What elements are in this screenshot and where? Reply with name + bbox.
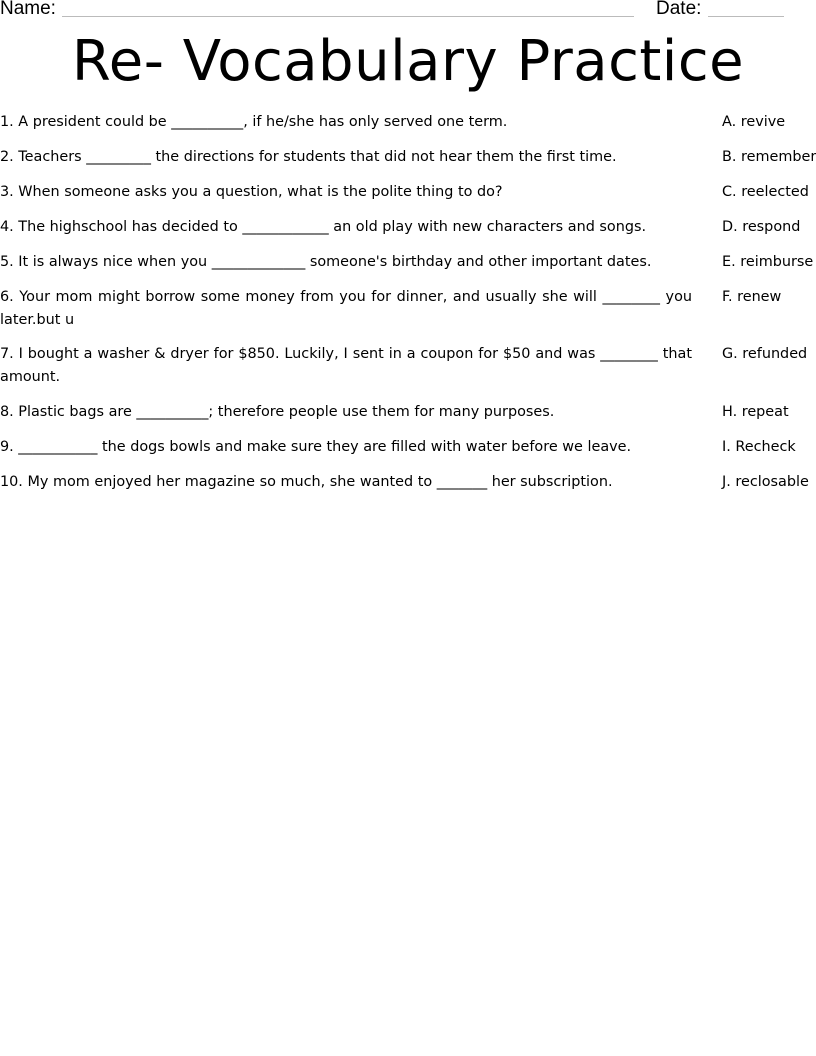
question-item: 7. I bought a washer & dryer for $850. Luckily, I sent in a coupon for $50 and was ________ that amount. — [0, 346, 692, 385]
answer-option: I. Recheck — [722, 439, 796, 455]
answer-option: F. renew — [722, 289, 782, 305]
answer-option: E. reimburse — [722, 254, 814, 270]
date-blank-line — [708, 16, 784, 17]
worksheet-title: Re- Vocabulary Practice — [71, 29, 745, 94]
answer-option: G. refunded — [722, 346, 808, 362]
question-item: 10. My mom enjoyed her magazine so much, she wanted to _______ her subscription. — [0, 474, 613, 490]
question-item: 8. Plastic bags are __________; therefore people use them for many purposes. — [0, 404, 555, 420]
answer-option: J. reclosable — [722, 474, 809, 490]
question-item: 6. Your mom might borrow some money from you for dinner, and usually she will ________ you later.but u — [0, 289, 692, 328]
date-label: Date: — [656, 0, 702, 19]
answer-option: H. repeat — [722, 404, 789, 420]
question-item: 3. When someone asks you a question, what is the polite thing to do? — [0, 184, 503, 200]
answer-option: A. revive — [722, 114, 786, 130]
question-item: 4. The highschool has decided to ____________ an old play with new characters and songs. — [0, 219, 647, 235]
question-item: 2. Teachers _________ the directions for students that did not hear them the first time. — [0, 149, 617, 165]
name-label: Name: — [0, 0, 56, 19]
worksheet-header — [0, 0, 816, 24]
question-item: 9. ___________ the dogs bowls and make sure they are filled with water before we leave. — [0, 439, 632, 455]
answer-option: C. reelected — [722, 184, 809, 200]
answer-option: D. respond — [722, 219, 801, 235]
question-item: 1. A president could be __________, if he/she has only served one term. — [0, 114, 508, 130]
answer-option: B. remember — [722, 149, 816, 165]
question-item: 5. It is always nice when you _____________ someone's birthday and other important dates. — [0, 254, 652, 270]
name-blank-line — [62, 16, 634, 17]
